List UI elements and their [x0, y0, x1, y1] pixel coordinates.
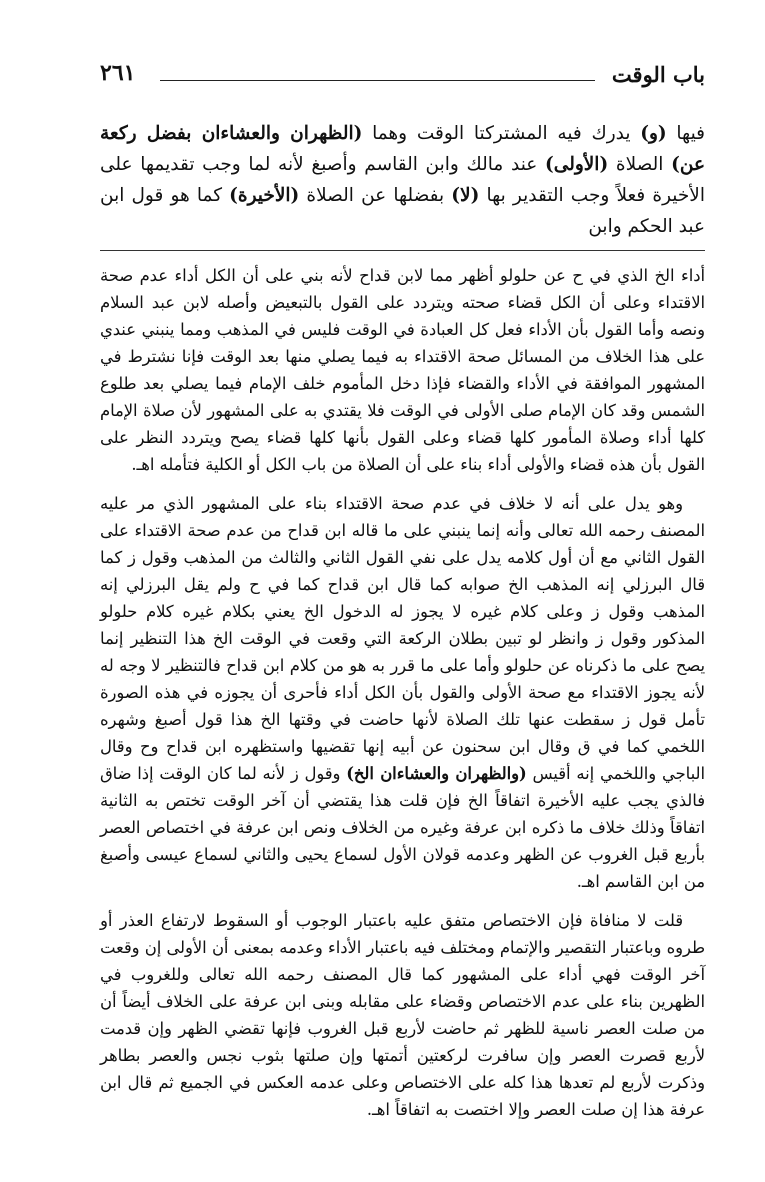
running-title: باب الوقت	[611, 62, 705, 87]
commentary-text: وقول ز لأنه لما كان الوقت إذا ضاق فالذي يجب عليه الأخيرة اتفاقاً الخ فإن قلت هذا يقتضي أن آخر الوقت تختص به الثانية اتفاقاً وذلك خلاف ما ذكره ابن عرفة وغيره من الخلاف ونص ابن عرفة في اختصاص العصر بأربع قبل الغروب عن الظهر وعدمه قولان الأول لسماع يحيى والثاني لسماع عيسى وأصبغ من ابن القاسم اهـ.	[100, 764, 705, 891]
commentary-text: أداء الخ الذي في ح عن حلولو أظهر مما لابن قداح لأنه بني على أن الكل أداء عدم صحة الاقتداء وعلى أن الكل قضاء صحته ويتردد على القول بالتبعيض وأصله لابن عبد السلام ونصه وأما القول بأن الأداء فعل كل العبادة في الوقت فليس في المذهب ومما ينبني عندي على هذا الخلاف من المسائل صحة الاقتداء به فيما يصلي منها بعد الوقت فإنا نشترط في المشهور الموافقة في الأداء والقضاء فإذا دخل المأموم خلف الإمام فيما يصلي بعد طلوع الشمس وقد كان الإمام صلى الأولى في الوقت فلا يقتدي به على المشهور لأن صلاة الإمام كلها أداء وصلاة المأمور كلها قضاء وعلى القول بأنها كلها قضاء يصح ويتردد النظر على القول بأن هذه قضاء والأولى أداء بناء على أن الصلاة من باب الكل أو الكلية فتأمله اهـ.	[100, 266, 705, 474]
commentary-paragraph-3	[100, 907, 705, 1123]
main-text-bold: (الظهران والعشاءان بفضل ركعة عن)	[100, 123, 706, 175]
main-text-segment: يدرك فيه المشتركتا الوقت وهما	[362, 123, 641, 144]
footnote-divider	[100, 250, 705, 251]
main-text-segment: الصلاة	[608, 154, 672, 175]
main-text-bold: (الأولى)	[545, 154, 609, 175]
commentary	[100, 262, 705, 1135]
main-text-bold: (لا)	[451, 185, 480, 206]
commentary-text: قلت لا منافاة فإن الاختصاص متفق عليه باعتبار الوجوب أو السقوط لارتفاع العذر أو طروه وباعتبار التقصير والإتمام ومختلف فيه باعتبار الأداء وعدمه بمعنى أن الأولى إن وقعت آخر الوقت فهي أداء على المشهور كما قال المصنف رحمه الله تعالى وللغروب في الظهرين بناء على عدم الاختصاص وقضاء على مقابله وبنى ابن عرفة على الخلاف أيضاً أن من صلت العصر ناسية للظهر ثم حاضت لأربع قبل الغروب فإنها تقضي الظهر وإن قدمت لأربع قصرت العصر وإن سافرت لركعتين أتمتها وإن صلتها بثوب نجس والعصر بطاهر وذكرت لأربع لم تعدها هذا كله على الاختصاص وعلى عدمه العكس في الجميع ثم قال ابن عرفة هذا إن صلت العصر وإلا اختصت به اتفاقاً اهـ.	[100, 911, 705, 1119]
commentary-paragraph-2	[100, 490, 705, 895]
main-text-segment: فيها	[666, 123, 705, 144]
main-text-segment: كما هو قول ابن عبد الحكم وابن	[100, 185, 705, 237]
page-header	[100, 62, 705, 92]
main-text-bold: (الأخيرة)	[229, 185, 300, 206]
main-text-bold: (و)	[640, 123, 667, 144]
commentary-paragraph-1	[100, 262, 705, 478]
commentary-text: وهو يدل على أنه لا خلاف في عدم صحة الاقتداء بناء على المشهور الذي مر عليه المصنف رحمه الله تعالى وأنه إنما ينبني على ما قاله ابن قداح من عدم صحة الاقتداء على القول الثاني مع أن أول كلامه يدل على نفي القول الثاني والثالث من المذهب وقول ز كما قال البرزلي إنه المذهب الخ صوابه كما قال ابن قداح كما في ح ولم يقل البرزلي إنه المذهب وقول ز وعلى كلام غيره لا يجوز له الدخول الخ يعني بكلام غيره كلام حلولو المذكور وقول ز وانظر لو تبين بطلان الركعة التي وقعت في الوقت الخ هذا التنظير إنما يصح على ما ذكرناه عن حلولو وأما على ما قرر به هو من كلام ابن قداح فالتنظير لا وجه له لأنه يجوز الاقتداء مع صحة الأولى والقول بأن الكل أداء فأحرى أن يجوزه في هذه الصورة تأمل قول ز سقطت عنها تلك الصلاة لأنها حاضت في وقتها الخ هذا قول أصبغ وشهره اللخمي كما في ق وقال ابن سحنون عن أبيه إنها تقضيها واستظهره ابن قداح وح وقال الباجي واللخمي إنه أقيس	[100, 494, 705, 783]
commentary-bold: (والظهران والعشاءان الخ)	[346, 764, 527, 783]
header-rule	[160, 80, 595, 81]
main-text-segment: بفضلها عن الصلاة	[299, 185, 452, 206]
page-number: ٢٦١	[100, 60, 136, 86]
main-text-segment: عند مالك وابن القاسم وأصبغ لأنه لما وجب تقديمها على الأخيرة فعلاً وجب التقدير بها	[100, 154, 705, 206]
main-text	[100, 118, 705, 242]
